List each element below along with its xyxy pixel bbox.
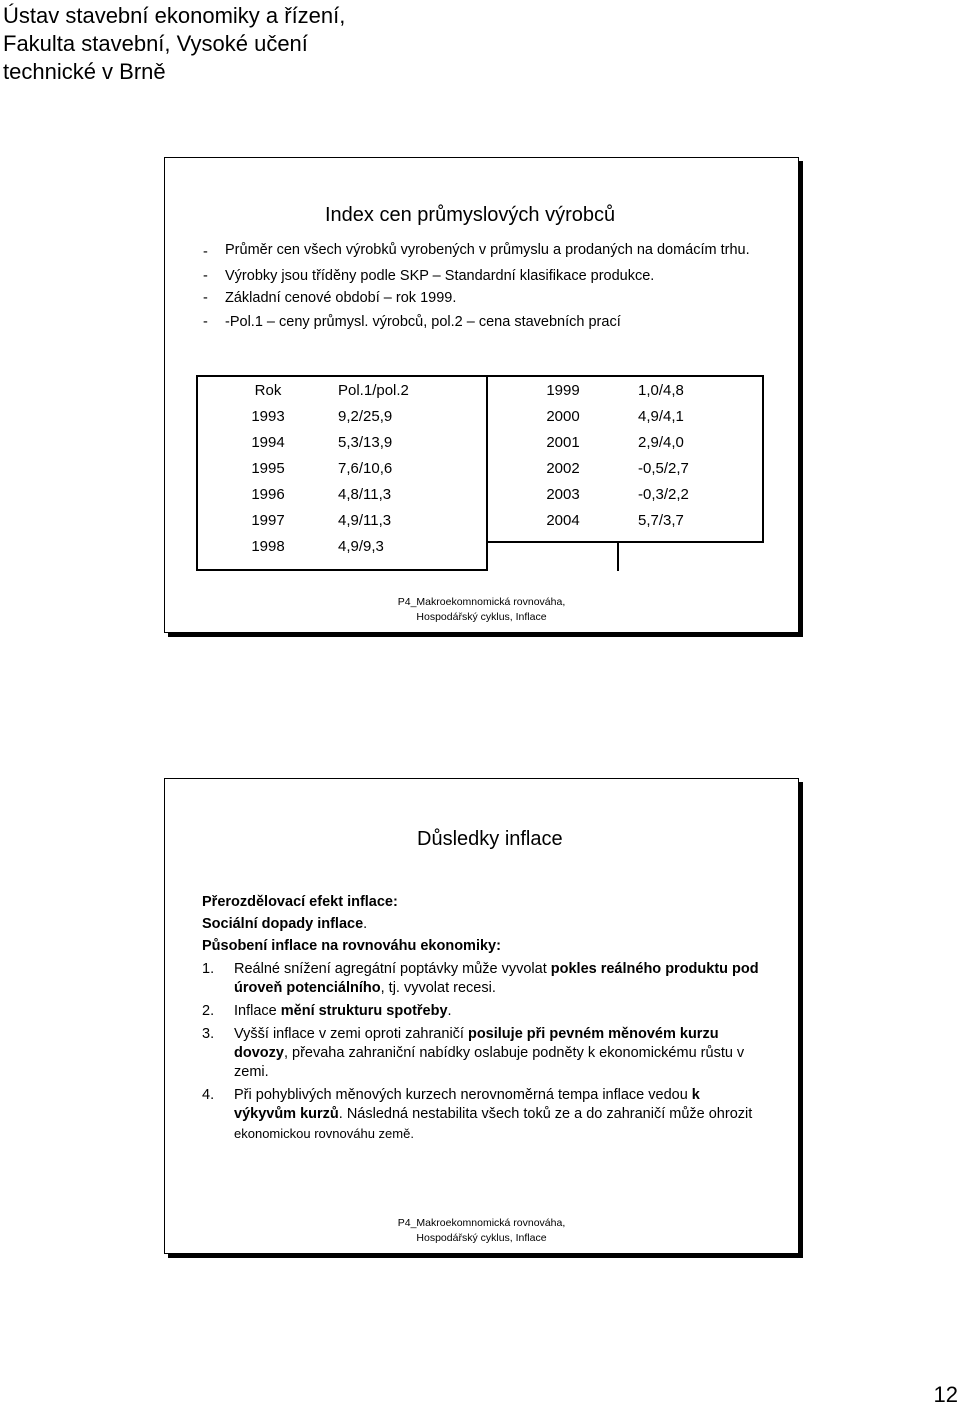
slide-title: Důsledky inflace	[417, 828, 563, 850]
text: , tj. vyvolat recesi.	[380, 980, 496, 996]
table-row	[198, 481, 488, 507]
table-header-cell: Pol.1/pol.2	[338, 381, 409, 399]
slide-footer	[165, 1216, 798, 1246]
text-line	[202, 893, 762, 912]
table-cell: 1996	[251, 485, 285, 503]
table-row	[198, 403, 488, 429]
table-row	[488, 507, 762, 533]
header-line: Ústav stavební ekonomiky a řízení,	[3, 3, 346, 28]
table-cell: 1993	[251, 407, 285, 425]
table-cell: 7,6/10,6	[338, 459, 393, 477]
item-text	[234, 1025, 762, 1082]
document-header	[3, 2, 345, 86]
table-cell: 1998	[251, 537, 285, 555]
item-text	[234, 960, 762, 998]
slide-footer	[165, 595, 798, 625]
page-number: 12	[933, 1382, 958, 1407]
table-header-cell: Rok	[254, 381, 282, 399]
table-row	[198, 533, 488, 559]
table-cell: 1,0/4,8	[638, 381, 684, 399]
bold-text: Působení inflace na rovnováhu ekonomiky:	[202, 938, 501, 954]
bullet-dash: -	[203, 268, 208, 284]
table-row	[198, 455, 488, 481]
list-item	[203, 241, 763, 263]
text: Reálné snížení agregátní poptávky může vyvolat	[234, 961, 551, 977]
table-divider	[486, 375, 488, 571]
table-row	[488, 429, 762, 455]
bold-text: mění strukturu spotřeby	[280, 1003, 448, 1019]
bullet-text: Základní cenové období – rok 1999.	[225, 290, 457, 306]
bullet-list	[203, 241, 763, 333]
table-cell: 1994	[251, 433, 285, 451]
text: Vyšší inflace v zemi oproti zahraničí	[234, 1026, 468, 1042]
text-line	[202, 915, 762, 934]
text: .	[447, 1003, 452, 1019]
item-number: 3.	[202, 1026, 215, 1042]
bold-text: pokles reálného produktu pod úroveň potenciálního	[234, 961, 759, 996]
table-cell: 2002	[546, 459, 580, 477]
table-cell: 2003	[546, 485, 580, 503]
footer-line: P4_Makroekomnomická rovnováha,	[397, 1217, 566, 1229]
table-row	[198, 507, 488, 533]
table-cell: 4,9/9,3	[338, 537, 384, 555]
list-item	[202, 1025, 762, 1082]
price-index-table-right	[486, 375, 764, 543]
table-row	[198, 429, 488, 455]
item-number: 2.	[202, 1003, 215, 1019]
table-cell: 4,8/11,3	[338, 485, 392, 503]
bullet-text: Výrobky jsou tříděny podle SKP – Standardní klasifikace produkce.	[225, 268, 655, 284]
bullet-dash: -	[203, 314, 208, 330]
table-cell: 4,9/4,1	[638, 407, 684, 425]
list-item	[203, 287, 763, 309]
table-cell: 2001	[546, 433, 580, 451]
list-item	[202, 1002, 762, 1021]
table-cell: 2004	[546, 511, 580, 529]
table-cell: -0,3/2,2	[638, 485, 689, 503]
table-cell: 5,3/13,9	[338, 433, 393, 451]
table-divider	[617, 541, 619, 571]
bold-text: k výkyvům kurzů	[234, 1087, 700, 1122]
table-row	[488, 403, 762, 429]
item-number: 1.	[202, 961, 215, 977]
price-index-table-left	[196, 375, 488, 571]
text: ekonomickou rovnováhu země.	[234, 1126, 414, 1141]
table-cell: 1999	[546, 381, 580, 399]
bullet-text: -Pol.1 – ceny průmysl. výrobců, pol.2 – cena stavebních prací	[225, 314, 621, 330]
bullet-dash: -	[203, 244, 208, 260]
table-cell: 5,7/3,7	[638, 511, 684, 529]
bold-text: Přerozdělovací efekt inflace:	[202, 894, 398, 910]
footer-line: Hospodářský cyklus, Inflace	[416, 611, 547, 623]
table-row	[488, 377, 762, 403]
text: .	[363, 916, 368, 932]
table-cell: 4,9/11,3	[338, 511, 392, 529]
footer-line: P4_Makroekomnomická rovnováha,	[397, 596, 566, 608]
bold-text: posiluje při pevném měnovém kurzu dovozy	[234, 1026, 719, 1061]
item-text	[234, 1002, 762, 1021]
table-cell: 1995	[251, 459, 285, 477]
slide-inflation-effects	[164, 778, 799, 1254]
list-item	[202, 1086, 762, 1144]
list-item	[203, 311, 763, 333]
table-cell: 1997	[251, 511, 285, 529]
table-cell: 2,9/4,0	[638, 433, 684, 451]
text: Inflace	[234, 1003, 281, 1019]
text: . Následná nestabilita všech toků ze a do zahraničí může ohrozit	[338, 1106, 753, 1122]
header-line: Fakulta stavební, Vysoké učení	[3, 31, 308, 56]
table-cell: 9,2/25,9	[338, 407, 393, 425]
text-line	[202, 937, 762, 956]
item-text	[234, 1086, 762, 1144]
bold-text: Sociální dopady inflace	[202, 916, 364, 932]
list-item	[203, 265, 763, 287]
table-cell: 2000	[546, 407, 580, 425]
list-item	[202, 960, 762, 998]
slide-body	[202, 893, 762, 1144]
table-row	[488, 455, 762, 481]
item-number: 4.	[202, 1087, 215, 1103]
text: Při pohyblivých měnových kurzech nerovnoměrná tempa inflace vedou	[234, 1087, 692, 1103]
table-header-row	[198, 377, 488, 403]
slide-title: Index cen průmyslových výrobců	[325, 204, 616, 226]
table-cell: -0,5/2,7	[638, 459, 689, 477]
bullet-text: Průměr cen všech výrobků vyrobených v průmyslu a prodaných na domácím trhu.	[225, 242, 750, 258]
footer-line: Hospodářský cyklus, Inflace	[416, 1232, 547, 1244]
table-row	[488, 481, 762, 507]
slide-price-index	[164, 157, 799, 633]
header-line: technické v Brně	[3, 59, 166, 84]
text: , převaha zahraniční nabídky oslabuje podněty k ekonomickému růstu v zemi.	[234, 1045, 745, 1080]
bullet-dash: -	[203, 290, 208, 306]
